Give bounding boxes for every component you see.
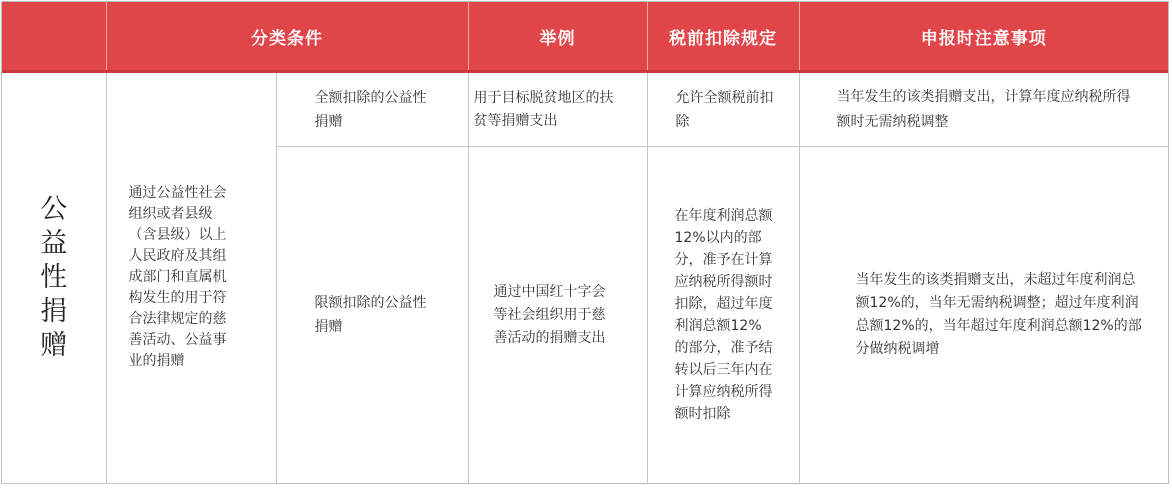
subtype-cell — [276, 72, 468, 147]
header-row — [2, 2, 1168, 72]
header-blank — [2, 2, 106, 72]
rule-cell — [647, 147, 799, 484]
note-cell — [799, 72, 1168, 147]
example-text: 用于目标脱贫地区的扶贫等捐赠支出 — [473, 89, 614, 129]
condition-cell — [106, 72, 276, 484]
subtype-text: 限额扣除的公益性捐赠 — [314, 295, 427, 335]
example-text: 通过中国红十字会等社会组织用于慈善活动的捐赠支出 — [493, 283, 606, 346]
rule-text: 在年度利润总额12%以内的部分，准予在计算应纳税所得额时扣除，超过年度利润总额12%的部分，准予结转以后三年内在计算应纳税所得额时扣除 — [674, 208, 773, 422]
note-text: 当年发生的该类捐赠支出，未超过年度利润总额12%的，当年无需纳税调整；超过年度利润总额12%的，当年超过年度利润总额12%的部分做纳税调增 — [855, 272, 1142, 357]
header-example: 举例 — [468, 2, 647, 72]
donation-table — [2, 2, 1168, 484]
note-cell — [799, 147, 1168, 484]
example-cell — [468, 147, 647, 484]
header-note: 申报时注意事项 — [799, 2, 1168, 72]
category-cell — [2, 72, 106, 484]
note-text: 当年发生的该类捐赠支出，计算年度应纳税所得额时无需纳税调整 — [836, 88, 1131, 130]
header-rule: 税前扣除规定 — [647, 2, 799, 72]
rule-cell — [647, 72, 799, 147]
table-row — [2, 72, 1168, 147]
donation-table-frame — [1, 1, 1169, 484]
rule-text: 允许全额税前扣除 — [675, 89, 774, 130]
example-cell — [468, 72, 647, 147]
category-label: 公益性捐赠 — [40, 193, 68, 361]
subtype-cell — [276, 147, 468, 484]
header-condition: 分类条件 — [106, 2, 468, 72]
condition-text: 通过公益性社会组织或者县级（含县级）以上人民政府及其组成部门和直属机构发生的用于符合法律规定的慈善活动、公益事业的捐赠 — [128, 185, 227, 370]
subtype-text: 全额扣除的公益性捐赠 — [314, 89, 427, 130]
